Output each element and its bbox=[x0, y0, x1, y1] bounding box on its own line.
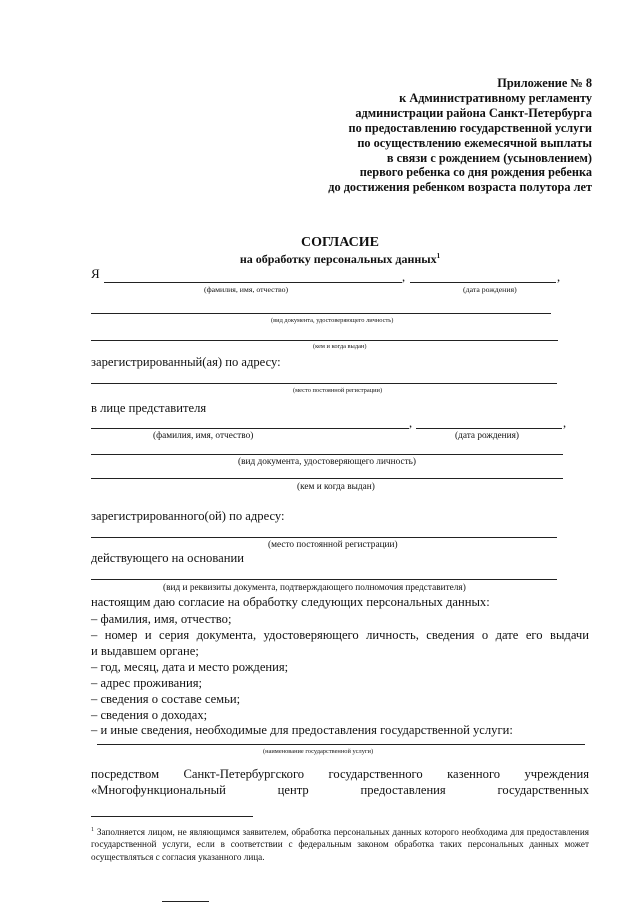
document-line[interactable] bbox=[91, 313, 551, 314]
caption-service: (наименование государственной услуги) bbox=[263, 748, 374, 755]
consent-item: – фамилия, имя, отчество; bbox=[91, 612, 232, 626]
consent-intro: настоящим даю согласие на обработку следующих персональных данных: bbox=[91, 595, 490, 609]
ya-label: Я bbox=[91, 266, 100, 281]
rep-document-line[interactable] bbox=[91, 454, 563, 455]
authority-line[interactable] bbox=[91, 579, 557, 580]
rep-birth-line[interactable] bbox=[416, 428, 562, 429]
header-line: по предоставлению государственной услуги bbox=[348, 120, 592, 135]
bottom-rule bbox=[162, 901, 209, 902]
consent-item: – сведения о составе семьи; bbox=[91, 692, 241, 706]
address-line[interactable] bbox=[91, 383, 557, 384]
issued-line[interactable] bbox=[91, 340, 558, 341]
appendix-header bbox=[328, 76, 592, 195]
caption-issued: (кем и когда выдан) bbox=[313, 343, 367, 350]
consent-item: и выдавшем органе; bbox=[91, 644, 199, 658]
footnote-separator bbox=[91, 816, 253, 817]
document-title: СОГЛАСИЕ bbox=[301, 235, 379, 250]
consent-item: – год, месяц, дата и место рождения; bbox=[91, 660, 289, 674]
consent-item: – сведения о доходах; bbox=[91, 708, 208, 722]
registered-label: зарегистрированный(ая) по адресу: bbox=[91, 355, 281, 369]
caption-address: (место постоянной регистрации) bbox=[293, 387, 383, 394]
caption-rep-birth: (дата рождения) bbox=[455, 431, 520, 441]
header-line: в связи с рождением (усыновлением) bbox=[386, 150, 592, 165]
caption-rep-document: (вид документа, удостоверяющего личность) bbox=[238, 457, 416, 467]
consent-item: – адрес проживания; bbox=[91, 676, 202, 690]
caption-rep-issued: (кем и когда выдан) bbox=[297, 482, 375, 492]
birth-line[interactable] bbox=[410, 282, 556, 283]
comma: , bbox=[402, 270, 406, 284]
header-line: к Административному регламенту bbox=[399, 90, 592, 105]
caption-fio: (фамилия, имя, отчество) bbox=[204, 285, 289, 294]
header-line: по осуществлению ежемесячной выплаты bbox=[357, 135, 592, 150]
header-line: администрации района Санкт-Петербурга bbox=[355, 105, 592, 120]
closing-line: посредством Санкт-Петербургского государственного казенного учреждения bbox=[91, 767, 589, 781]
service-line[interactable] bbox=[97, 744, 585, 745]
acting-label: действующего на основании bbox=[91, 551, 244, 565]
footnote-mark: 1 bbox=[91, 827, 94, 833]
document-subtitle bbox=[0, 252, 640, 267]
footnote bbox=[91, 824, 589, 863]
rep-fio-line[interactable] bbox=[91, 428, 409, 429]
comma: , bbox=[557, 270, 561, 284]
consent-item: – и иные сведения, необходимые для предоставления государственной услуги: bbox=[91, 723, 513, 737]
caption-authority: (вид и реквизиты документа, подтверждающего полномочия представителя) bbox=[163, 583, 466, 593]
consent-item: – номер и серия документа, удостоверяющего личность, сведения о дате его выдачи bbox=[91, 628, 589, 642]
registered-rep-label: зарегистрированного(ой) по адресу: bbox=[91, 509, 285, 523]
footnote-reference: 1 bbox=[436, 252, 441, 260]
subtitle-text: на обработку персональных данных bbox=[239, 252, 437, 266]
footnote-text: Заполняется лицом, не являющимся заявителем, обработка персональных данных которого необходима для предоставления государственной услуги, если в соответствии с федеральным законом обработка таких персональных данных может осуществляться с согласия указанного лица. bbox=[91, 827, 589, 862]
caption-rep-address: (место постоянной регистрации) bbox=[268, 540, 398, 550]
rep-issued-line[interactable] bbox=[91, 478, 563, 479]
header-line: Приложение № 8 bbox=[497, 76, 592, 90]
comma: , bbox=[409, 416, 413, 430]
caption-birth: (дата рождения) bbox=[463, 285, 517, 294]
rep-address-line[interactable] bbox=[91, 537, 557, 538]
representative-label: в лице представителя bbox=[91, 401, 207, 415]
header-line: до достижения ребенком возраста полутора лет bbox=[328, 180, 592, 195]
caption-rep-fio: (фамилия, имя, отчество) bbox=[153, 431, 254, 441]
comma: , bbox=[563, 416, 567, 430]
caption-document: (вид документа, удостоверяющего личность) bbox=[271, 317, 394, 324]
closing-line: «Многофункциональный центр предоставления государственных bbox=[91, 783, 589, 797]
fio-line[interactable] bbox=[104, 282, 402, 283]
header-line: первого ребенка со дня рождения ребенка bbox=[359, 165, 592, 180]
